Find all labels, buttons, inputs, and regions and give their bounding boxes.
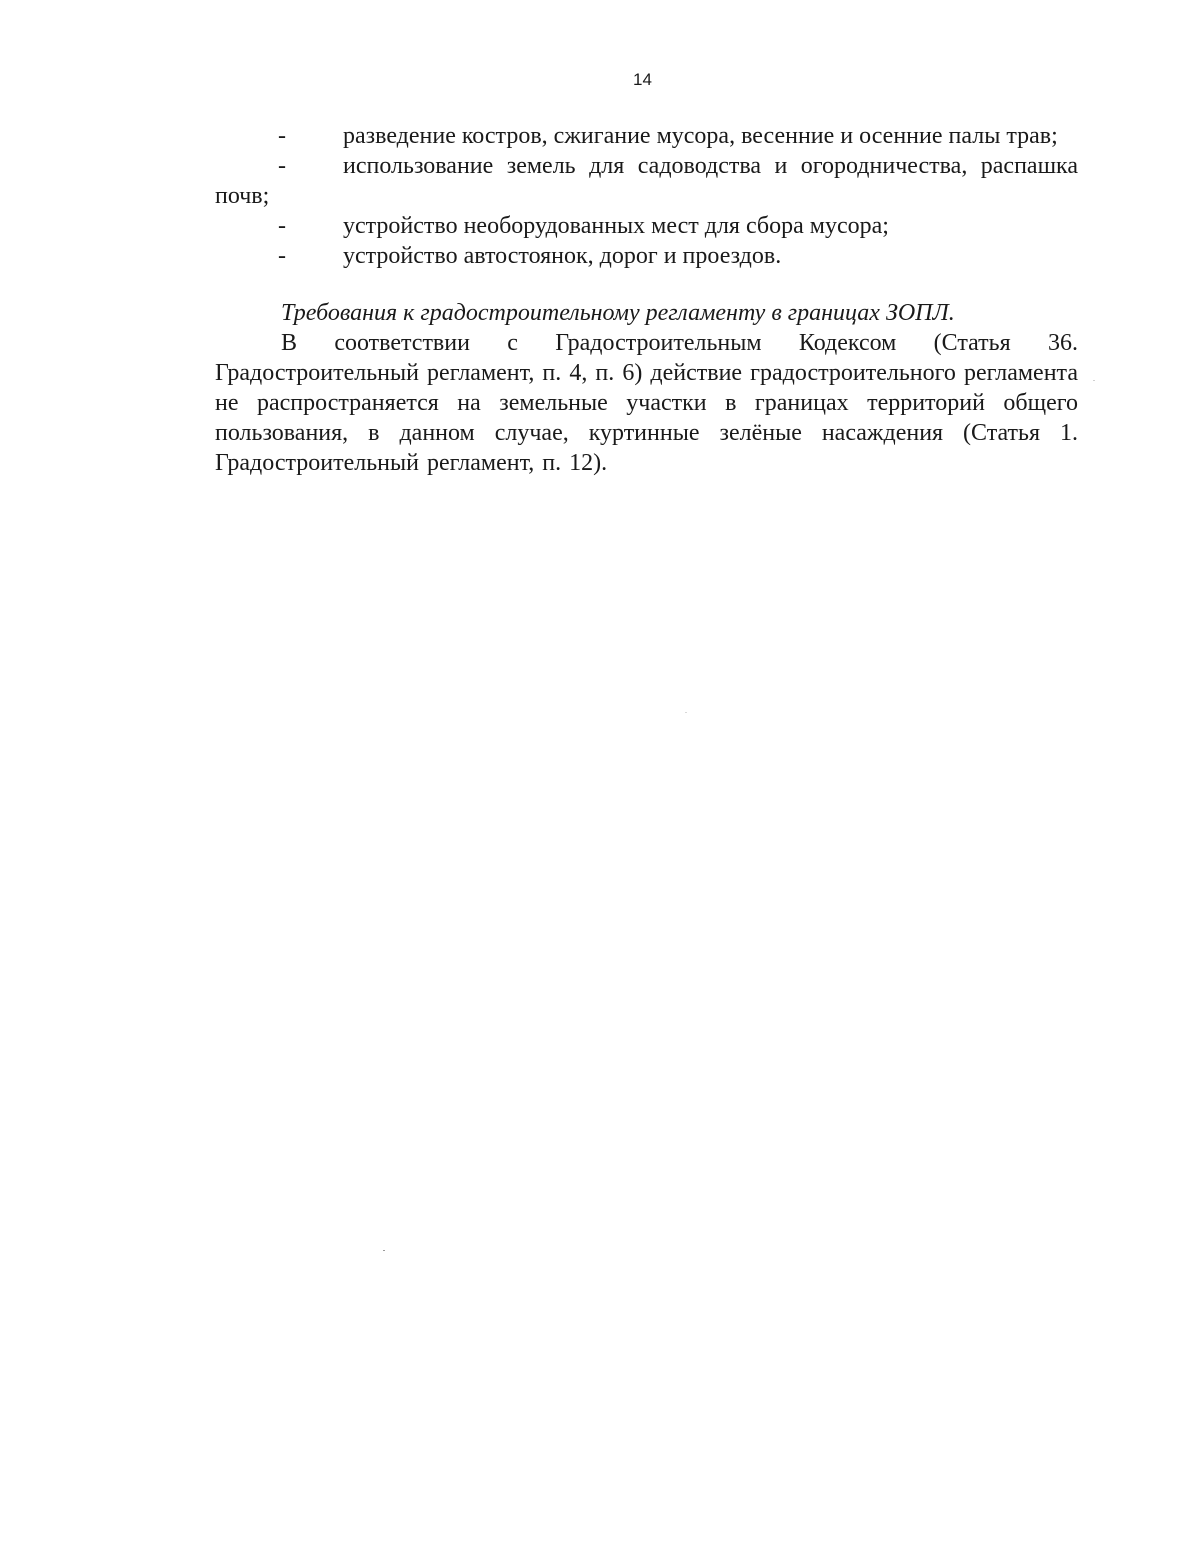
scan-speck [685,712,687,713]
list-item [215,121,1078,151]
list-dash: - [278,213,286,239]
section-spacer [215,271,1078,298]
list-item-text: разведение костров, сжигание мусора, весенние и осенние палы трав; [343,123,1058,149]
scan-speck [383,1250,385,1251]
list-dash: - [278,243,286,269]
body-paragraph: В соответствии с Градостроительным Кодексом (Статья 36. Градостроительный регламент, п. 4, п. 6) действие градостроительного регламента не распространяется на земельные участки в границах территорий общего пользования, в данном случае, куртинные зелёные насаждения (Статья 1. Градостроительный регламент, п. 12). [215,330,1078,476]
list-item-text: устройство необорудованных мест для сбора мусора; [343,213,889,239]
list-item [215,151,1078,211]
list-item-text: устройство автостоянок, дорог и проездов. [343,243,782,269]
list-item-text: использование земель для садоводства и огородничества, распашка почв; [215,153,1078,209]
section-heading: Требования к градостроительному регламенту в границах ЗОПЛ. [281,300,955,326]
list-dash: - [278,153,286,179]
scan-speck [1093,380,1095,381]
document-body [215,121,1078,478]
list-item [215,211,1078,241]
list-item [215,241,1078,271]
page-number: 14 [633,70,652,89]
list-dash: - [278,123,286,149]
